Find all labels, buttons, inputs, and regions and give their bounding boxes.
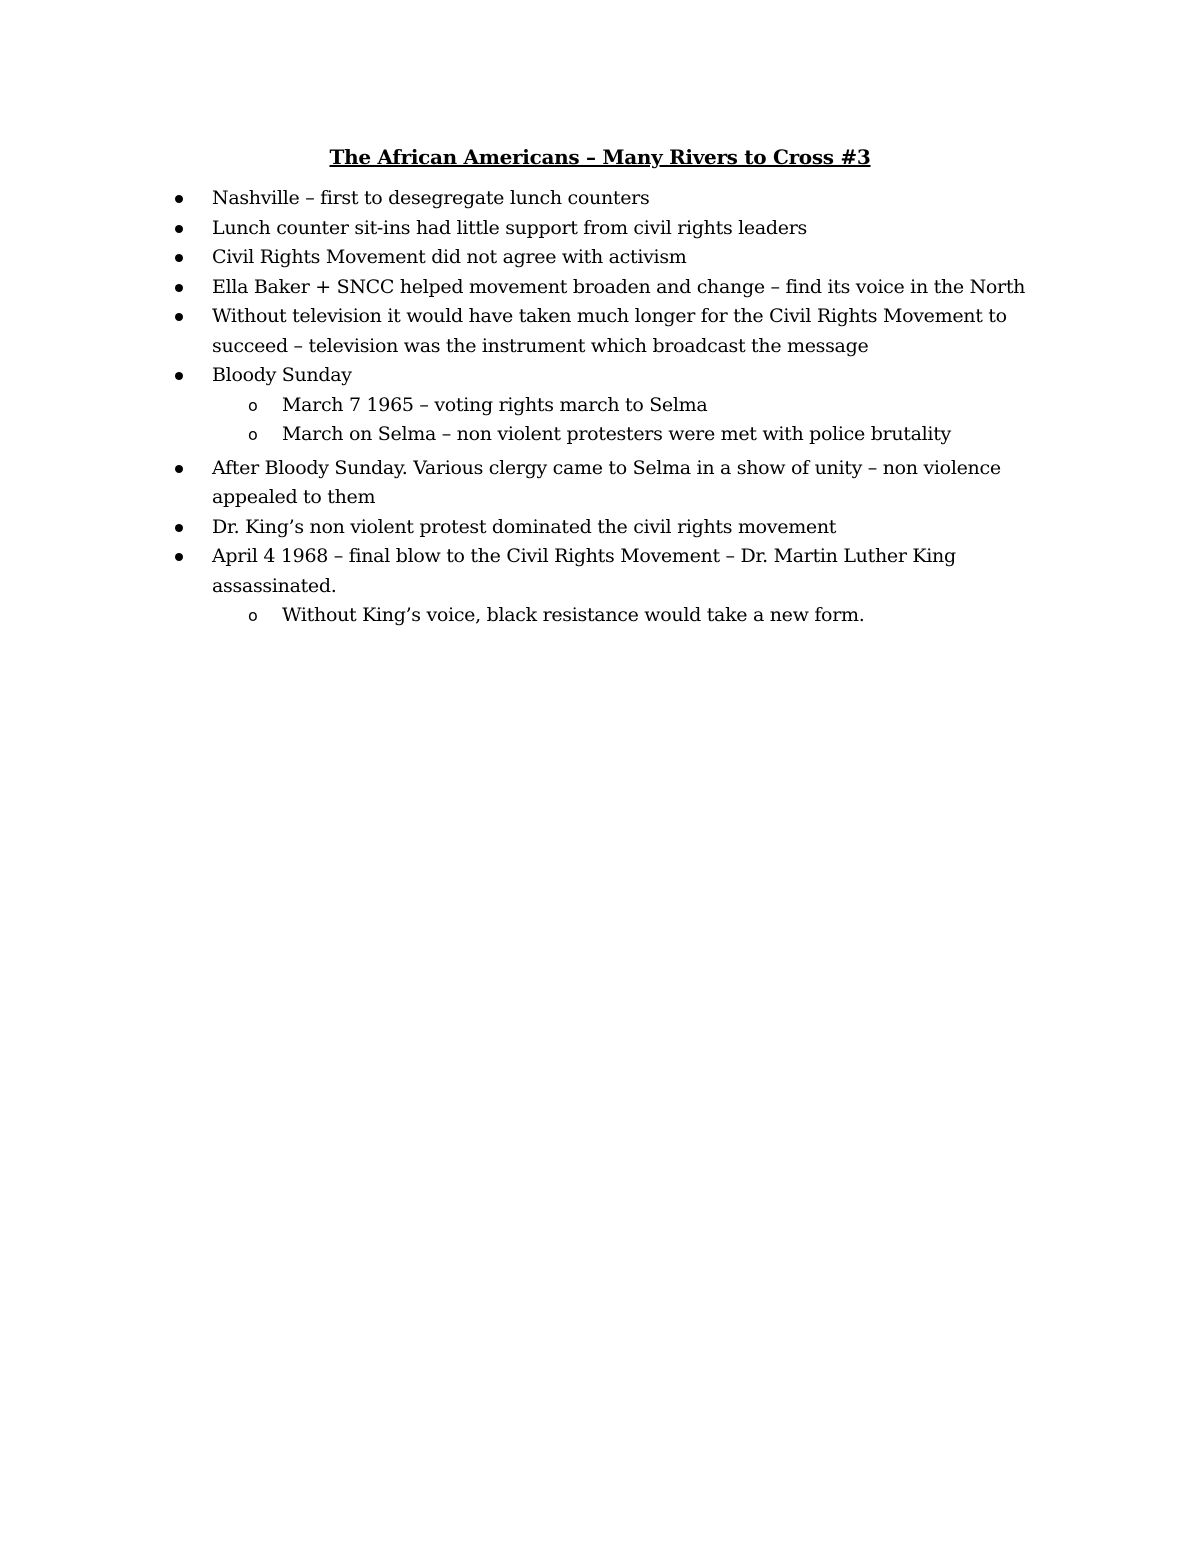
list-item-text: Bloody Sunday xyxy=(212,364,352,386)
list-item xyxy=(212,184,1052,214)
bullet-icon xyxy=(175,313,183,321)
list-item-text: Without television it would have taken much longer for the Civil Rights Movement to succeed – television was the instrument which broadcast the message xyxy=(212,305,1007,357)
list-item-text: Lunch counter sit-ins had little support from civil rights leaders xyxy=(212,216,807,239)
bullet-icon xyxy=(175,465,183,473)
document-title: The African Americans – Many Rivers to Cross #3 xyxy=(329,145,871,169)
notes-list xyxy=(212,184,1052,631)
list-item xyxy=(212,243,1052,273)
list-item-text: After Bloody Sunday. Various clergy came to Selma in a show of unity – non violence appealed to them xyxy=(212,456,1001,508)
list-item-text: April 4 1968 – final blow to the Civil Rights Movement – Dr. Martin Luther King assassinated. xyxy=(212,545,956,597)
list-item-text: Nashville – first to desegregate lunch counters xyxy=(212,187,650,209)
sub-list-item xyxy=(248,391,1052,421)
list-item-text: Dr. King’s non violent protest dominated the civil rights movement xyxy=(212,515,837,538)
list-item-text: Ella Baker + SNCC helped movement broaden and change – find its voice in the North xyxy=(212,275,1026,298)
sub-list xyxy=(212,391,1052,450)
list-item xyxy=(212,302,1052,361)
sub-list-item-text: March 7 1965 – voting rights march to Selma xyxy=(282,393,708,416)
bullet-icon xyxy=(175,195,183,203)
list-item xyxy=(212,361,1052,450)
list-item xyxy=(212,542,1052,631)
list-item xyxy=(212,513,1052,543)
list-item-text: Civil Rights Movement did not agree with activism xyxy=(212,246,687,268)
bullet-icon xyxy=(175,524,183,532)
sub-list-item-text: March on Selma – non violent protesters were met with police brutality xyxy=(282,423,951,445)
hollow-bullet-icon: o xyxy=(248,395,258,415)
bullet-icon xyxy=(175,254,183,262)
bullet-icon xyxy=(175,372,183,380)
sub-list-item xyxy=(248,420,1052,450)
bullet-icon xyxy=(175,225,183,233)
bullet-icon xyxy=(175,553,183,561)
sub-list xyxy=(212,601,1052,631)
list-item xyxy=(212,454,1052,513)
hollow-bullet-icon: o xyxy=(248,606,258,625)
list-item xyxy=(212,273,1052,303)
sub-list-item xyxy=(248,601,1052,631)
sub-list-item-text: Without King’s voice, black resistance would take a new form. xyxy=(282,604,865,626)
bullet-icon xyxy=(175,284,183,292)
list-item xyxy=(212,214,1052,244)
hollow-bullet-icon: o xyxy=(248,425,258,444)
